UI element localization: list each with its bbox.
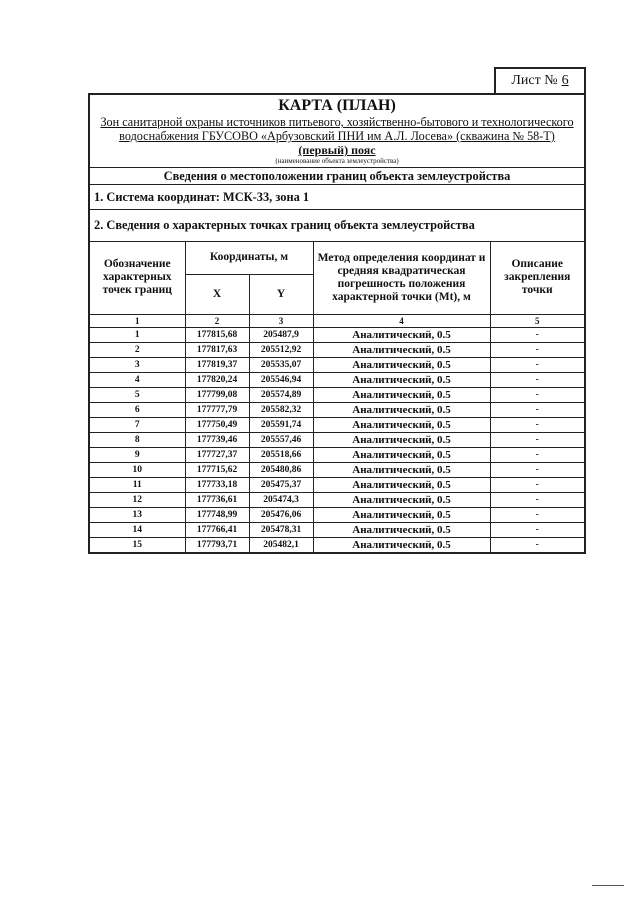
x-coordinate-cell: 177748,99: [185, 507, 249, 522]
description-cell: -: [490, 402, 584, 417]
sheet-number: 6: [561, 73, 569, 88]
table-row: [90, 357, 584, 372]
point-number-cell: 14: [90, 522, 185, 537]
description-cell: -: [490, 372, 584, 387]
title-block: [90, 95, 584, 168]
table-row: [90, 462, 584, 477]
y-coordinate-cell: 205546,94: [249, 372, 313, 387]
point-number-cell: 4: [90, 372, 185, 387]
sheet-number-box: [494, 67, 586, 93]
method-cell: Аналитический, 0.5: [313, 507, 490, 522]
y-coordinate-cell: 205557,46: [249, 432, 313, 447]
sheet-label: Лист №: [511, 73, 558, 88]
point-number-cell: 9: [90, 447, 185, 462]
y-coordinate-cell: 205591,74: [249, 417, 313, 432]
table-row: [90, 492, 584, 507]
point-number-cell: 1: [90, 327, 185, 342]
y-coordinate-cell: 205482,1: [249, 537, 313, 552]
x-coordinate-cell: 177736,61: [185, 492, 249, 507]
title-subject-line-1: Зон санитарной охраны источников питьевого, хозяйственно-бытового и технологического: [100, 115, 574, 129]
description-cell: -: [490, 537, 584, 552]
header-designation: Обозначение характерных точек границ: [90, 242, 185, 314]
table-row: [90, 342, 584, 357]
table-row: [90, 477, 584, 492]
x-coordinate-cell: 177739,46: [185, 432, 249, 447]
table-row: [90, 507, 584, 522]
description-cell: -: [490, 342, 584, 357]
point-number-cell: 13: [90, 507, 185, 522]
y-coordinate-cell: 205480,86: [249, 462, 313, 477]
title-subject-line-2: водоснабжения ГБУСОВО «Арбузовский ПНИ им А.Л. Лосева» (скважина № 58-Т): [119, 129, 555, 143]
point-number-cell: 5: [90, 387, 185, 402]
table-row: [90, 447, 584, 462]
x-coordinate-cell: 177817,63: [185, 342, 249, 357]
description-cell: -: [490, 357, 584, 372]
method-cell: Аналитический, 0.5: [313, 327, 490, 342]
index-cell: 3: [249, 314, 313, 327]
corner-mark: [592, 885, 624, 886]
x-coordinate-cell: 177727,37: [185, 447, 249, 462]
index-cell: 5: [490, 314, 584, 327]
description-cell: -: [490, 522, 584, 537]
point-number-cell: 8: [90, 432, 185, 447]
point-number-cell: 15: [90, 537, 185, 552]
header-description: Описание закрепления точки: [490, 242, 584, 314]
table-row: [90, 327, 584, 342]
y-coordinate-cell: 205518,66: [249, 447, 313, 462]
y-coordinate-cell: 205512,92: [249, 342, 313, 357]
method-cell: Аналитический, 0.5: [313, 522, 490, 537]
header-x: X: [185, 274, 249, 314]
header-coordinates: Координаты, м: [185, 242, 313, 274]
table-row: [90, 372, 584, 387]
point-number-cell: 6: [90, 402, 185, 417]
description-cell: -: [490, 477, 584, 492]
point-number-cell: 11: [90, 477, 185, 492]
description-cell: -: [490, 462, 584, 477]
index-cell: 1: [90, 314, 185, 327]
method-cell: Аналитический, 0.5: [313, 447, 490, 462]
method-cell: Аналитический, 0.5: [313, 372, 490, 387]
description-cell: -: [490, 432, 584, 447]
index-cell: 2: [185, 314, 249, 327]
header-method: Метод определения координат и средняя квадратическая погрешность положения характерной точки (Mt), м: [313, 242, 490, 314]
x-coordinate-cell: 177815,68: [185, 327, 249, 342]
section-title: Сведения о местоположении границ объекта землеустройства: [90, 168, 584, 185]
method-cell: Аналитический, 0.5: [313, 537, 490, 552]
title-belt: (первый) пояс: [298, 143, 376, 157]
point-number-cell: 3: [90, 357, 185, 372]
description-cell: -: [490, 327, 584, 342]
y-coordinate-cell: 205535,07: [249, 357, 313, 372]
table-row: [90, 522, 584, 537]
method-cell: Аналитический, 0.5: [313, 432, 490, 447]
description-cell: -: [490, 417, 584, 432]
method-cell: Аналитический, 0.5: [313, 387, 490, 402]
method-cell: Аналитический, 0.5: [313, 357, 490, 372]
y-coordinate-cell: 205582,32: [249, 402, 313, 417]
y-coordinate-cell: 205476,06: [249, 507, 313, 522]
x-coordinate-cell: 177777,79: [185, 402, 249, 417]
y-coordinate-cell: 205487,9: [249, 327, 313, 342]
method-cell: Аналитический, 0.5: [313, 462, 490, 477]
description-cell: -: [490, 387, 584, 402]
y-coordinate-cell: 205475,37: [249, 477, 313, 492]
table-row: [90, 417, 584, 432]
index-cell: 4: [313, 314, 490, 327]
table-row: [90, 387, 584, 402]
y-coordinate-cell: 205478,31: [249, 522, 313, 537]
method-cell: Аналитический, 0.5: [313, 402, 490, 417]
title-note: (наименование объекта землеустройства): [275, 157, 399, 165]
x-coordinate-cell: 177750,49: [185, 417, 249, 432]
y-coordinate-cell: 205574,89: [249, 387, 313, 402]
description-cell: -: [490, 447, 584, 462]
points-table: [90, 242, 584, 552]
header-y: Y: [249, 274, 313, 314]
x-coordinate-cell: 177820,24: [185, 372, 249, 387]
point-number-cell: 10: [90, 462, 185, 477]
table-row: [90, 402, 584, 417]
point-number-cell: 2: [90, 342, 185, 357]
index-row: [90, 314, 584, 327]
point-number-cell: 12: [90, 492, 185, 507]
document-frame: [88, 93, 586, 554]
x-coordinate-cell: 177819,37: [185, 357, 249, 372]
y-coordinate-cell: 205474,3: [249, 492, 313, 507]
table-row: [90, 432, 584, 447]
x-coordinate-cell: 177766,41: [185, 522, 249, 537]
x-coordinate-cell: 177793,71: [185, 537, 249, 552]
coordinate-system: 1. Система координат: МСК-33, зона 1: [90, 185, 584, 210]
method-cell: Аналитический, 0.5: [313, 342, 490, 357]
table-row: [90, 537, 584, 552]
description-cell: -: [490, 492, 584, 507]
x-coordinate-cell: 177799,08: [185, 387, 249, 402]
description-cell: -: [490, 507, 584, 522]
method-cell: Аналитический, 0.5: [313, 417, 490, 432]
x-coordinate-cell: 177733,18: [185, 477, 249, 492]
document-title: КАРТА (ПЛАН): [278, 97, 396, 114]
point-number-cell: 7: [90, 417, 185, 432]
x-coordinate-cell: 177715,62: [185, 462, 249, 477]
method-cell: Аналитический, 0.5: [313, 477, 490, 492]
points-section-title: 2. Сведения о характерных точках границ объекта землеустройства: [90, 210, 584, 242]
method-cell: Аналитический, 0.5: [313, 492, 490, 507]
